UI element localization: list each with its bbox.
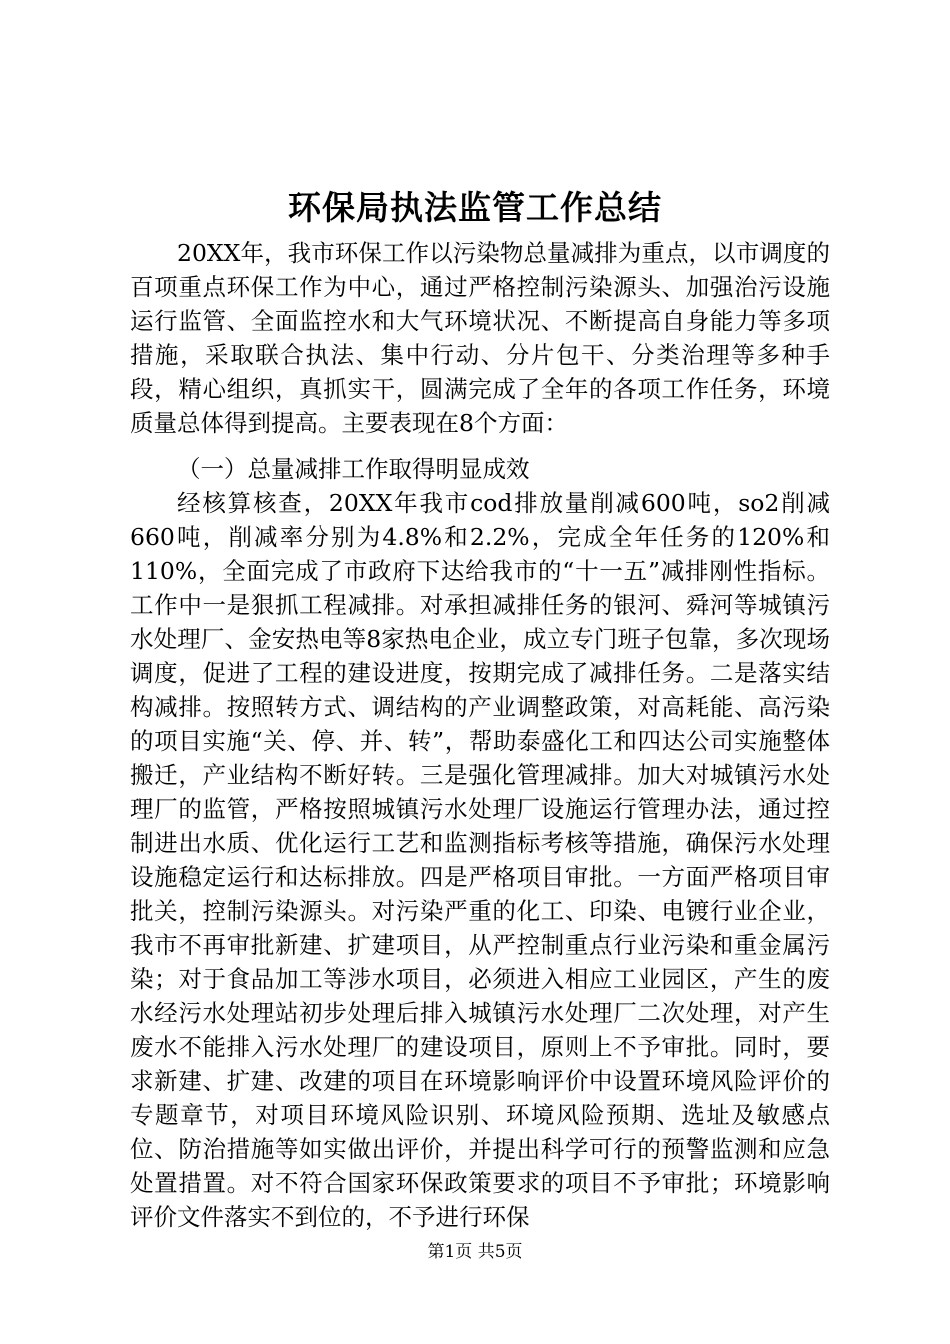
document-title: 环保局执法监管工作总结 [288,188,662,227]
section-heading: （一）总量减排工作取得明显成效 [177,455,530,483]
page-footer: 第1页 共5页 [427,1242,523,1262]
section-paragraph: 经核算核查，20XX年我市cod排放量削减600吨，so2削减660吨，削减率分别为4.8%和2.2%，完成全年任务的120%和110%，全面完成了市政府下达给我市的“十一五”减排刚性指标。工作中一是狠抓工程减排。对承担减排任务的银河、舜河等城镇污水处理厂、金安热电等8家热电企业，成立专门班子包靠，多次现场调度，促进了工程的建设进度，按期完成了减排任务。二是落实结构减排。按照转方式、调结构的产业调整政策，对高耗能、高污染的项目实施“关、停、并、转”，帮助泰盛化工和四达公司实施整体搬迁，产业结构不断好转。三是强化管理减排。加大对城镇污水处理厂的监管，严格按照城镇污水处理厂设施运行管理办法，通过控制进出水质、优化运行工艺和监测指标考核等措施，确保污水处理设施稳定运行和达标排放。四是严格项目审批。一方面严格项目审批关，控制污染源头。对污染严重的化工、印染、电镀行业企业，我市不再审批新建、扩建项目，从严控制重点行业污染和重金属污染；对于食品加工等涉水项目，必须进入相应工业园区，产生的废水经污水处理站初步处理后排入城镇污水处理厂二次处理，对产生废水不能排入污水处理厂的建设项目，原则上不予审批。同时，要求新建、扩建、改建的项目在环境影响评价中设置环境风险评价的专题章节，对项目环境风险识别、环境风险预期、选址及敏感点位、防治措施等如实做出评价，并提出科学可行的预警监测和应急处置措置。对不符合国家环保政策要求的项目不予审批；环境影响评价文件落实不到位的，不予进行环保 [130,489,830,1231]
intro-paragraph: 20XX年，我市环保工作以污染物总量减排为重点，以市调度的百项重点环保工作为中心，通过严格控制污染源头、加强治污设施运行监管、全面监控水和大气环境状况、不断提高自身能力等多项措施，采取联合执法、集中行动、分片包干、分类治理等多种手段，精心组织，真抓实干，圆满完成了全年的各项工作任务，环境质量总体得到提高。主要表现在8个方面： [130,239,830,437]
